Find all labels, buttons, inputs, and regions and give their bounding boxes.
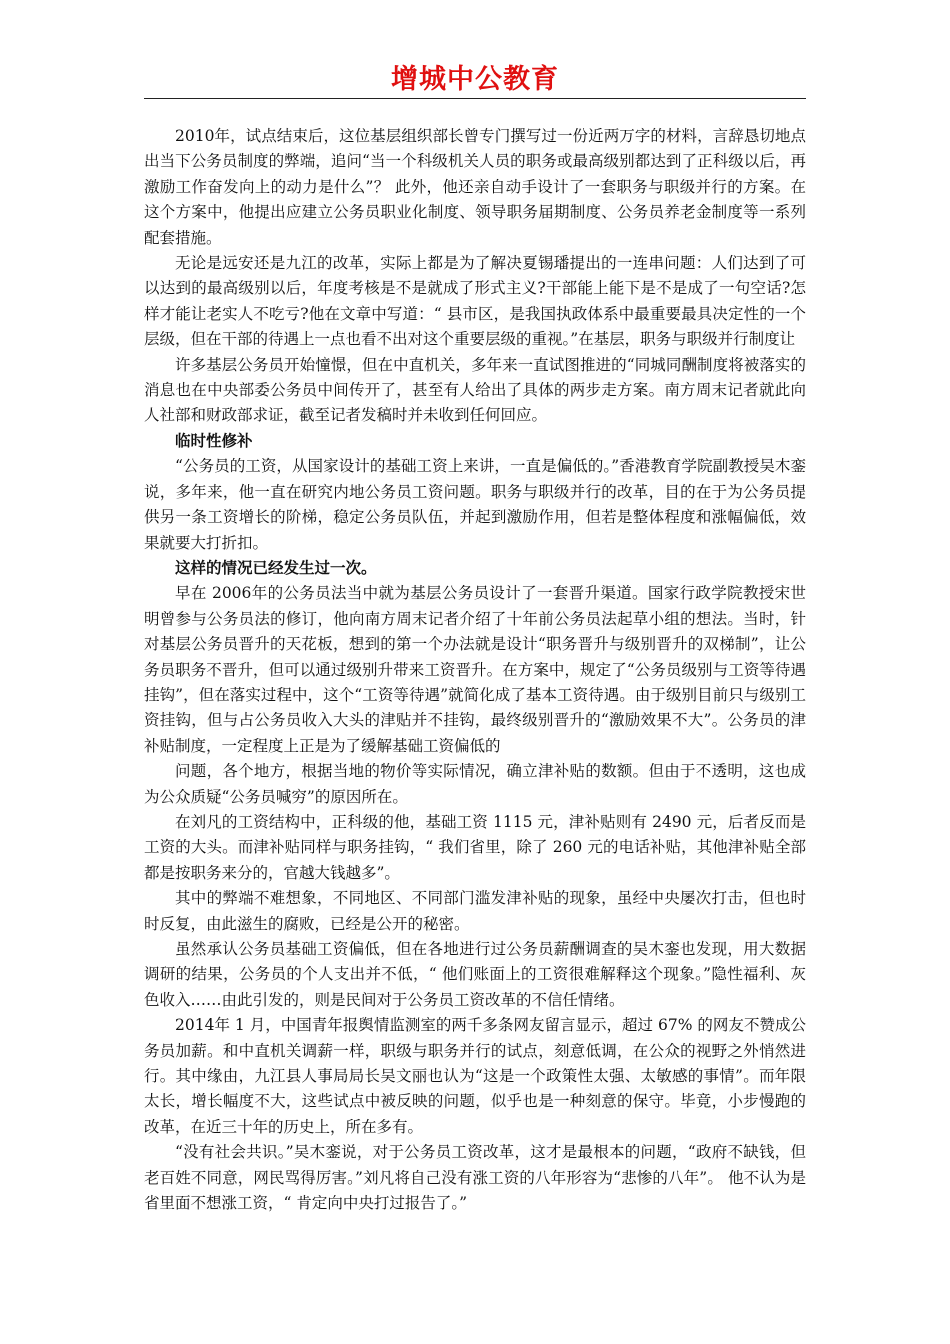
paragraph-5b: 问题，各个地方，根据当地的物价等实际情况，确立津补贴的数额。但由于不透明，这也成为公众质疑“公务员喊穷”的原因所在。 xyxy=(144,762,806,806)
section-heading-temporary-fix: 临时性修补 xyxy=(175,431,253,450)
paragraph-10: “没有社会共识。”吴木銮说，对于公务员工资改革，这才是最根本的问题，“政府不缺钱，但老百姓不同意，网民骂得厉害。”刘凡将自己没有涨工资的八年形容为“悲惨的八年”。 他不认为是省里面不想涨工资，“ 肯定向中央打过报告了。” xyxy=(144,1143,806,1213)
paragraph-7: 其中的弊端不难想象，不同地区、不同部门滥发津补贴的现象，虽经中央屡次打击，但也时时反复，由此滋生的腐败，已经是公开的秘密。 xyxy=(144,889,806,933)
paragraph-8: 虽然承认公务员基础工资偏低，但在各地进行过公务员薪酬调查的吴木銮也发现，用大数据调研的结果，公务员的个人支出并不低，“ 他们账面上的工资很难解释这个现象。”隐性福利、灰色收入……由此引发的，则是民间对于公务员工资改革的不信任情绪。 xyxy=(144,940,806,1009)
section-heading-happened-before: 这样的情况已经发生过一次。 xyxy=(175,558,377,577)
paragraph-4: “公务员的工资，从国家设计的基础工资上来讲，一直是偏低的。”香港教育学院副教授吴木銮说，多年来，他一直在研究内地公务员工资问题。职务与职级并行的改革，目的在于为公务员提供另一条工资增长的阶梯，稳定公务员队伍，并起到激励作用，但若是整体程度和涨幅偏低，效果就要大打折扣。 xyxy=(144,457,806,552)
paragraph-5a: 早在 2006年的公务员法当中就为基层公务员设计了一套晋升渠道。国家行政学院教授宋世明曾参与公务员法的修订，他向南方周末记者介绍了十年前公务员法起草小组的想法。当时，针对基层公务员晋升的天花板，想到的第一个办法就是设计“职务晋升与级别晋升的双梯制”，让公务员职务不晋升，但可以通过级别升带来工资晋升。在方案中，规定了“公务员级别与工资等待遇挂钩”，但在落实过程中，这个“工资等待遇”就简化成了基本工资待遇。由于级别目前只与级别工资挂钩，但与占公务员收入大头的津贴并不挂钩，最终级别晋升的“激励效果不大”。公务员的津补贴制度，一定程度上正是为了缓解基础工资偏低的 xyxy=(144,584,806,755)
paragraph-2: 无论是远安还是九江的改革，实际上都是为了解决夏锡璠提出的一连串问题：人们达到了可以达到的最高级别以后，年度考核是不是就成了形式主义?干部能上能下是不是成了一句空话?怎样才能让老实人不吃亏?他在文章中写道：“ 县市区，是我国执政体系中最重要最具决定性的一个层级，但在干部的待遇上一点也看不出对这个重要层级的重视。”在基层，职务与职级并行制度让 xyxy=(144,254,806,349)
paragraph-9: 2014年 1 月，中国青年报舆情监测室的两千多条网友留言显示，超过 67% 的网友不赞成公务员加薪。和中直机关调薪一样，职级与职务并行的试点，刻意低调，在公众的视野之外悄然进行。其中缘由，九江县人事局局长吴文丽也认为“这是一个政策性太强、太敏感的事情”。而年限太长，增长幅度不大，这些试点中被反映的问题，似乎也是一种刻意的保守。毕竟，小步慢跑的改革，在近三十年的历史上，所在多有。 xyxy=(144,1016,806,1136)
paragraph-1: 2010年，试点结束后，这位基层组织部长曾专门撰写过一份近两万字的材料，言辞恳切地点出当下公务员制度的弊端，追问“当一个科级机关人员的职务或最高级别都达到了正科级以后，再激励工作奋发向上的动力是什么”？ 此外，他还亲自动手设计了一套职务与职级并行的方案。在这个方案中，他提出应建立公务员职业化制度、领导职务届期制度、公务员养老金制度等一系列配套措施。 xyxy=(144,127,806,247)
paragraph-6: 在刘凡的工资结构中，正科级的他，基础工资 1115 元，津补贴则有 2490 元，后者反而是工资的大头。而津补贴同样与职务挂钩，“ 我们省里，除了 260 元的电话补贴，其他津补贴全部都是按职务来分的，官越大钱越多”。 xyxy=(144,812,806,882)
article-body xyxy=(144,124,806,1216)
header-divider xyxy=(144,98,806,99)
page-title: 增城中公教育 xyxy=(391,64,559,95)
paragraph-3: 许多基层公务员开始憧憬，但在中直机关，多年来一直试图推进的“同城同酬制度将被落实的消息也在中央部委公务员中间传开了，甚至有人给出了具体的两步走方案。南方周末记者就此向人社部和财政部求证，截至记者发稿时并未收到任何回应。 xyxy=(144,355,806,425)
